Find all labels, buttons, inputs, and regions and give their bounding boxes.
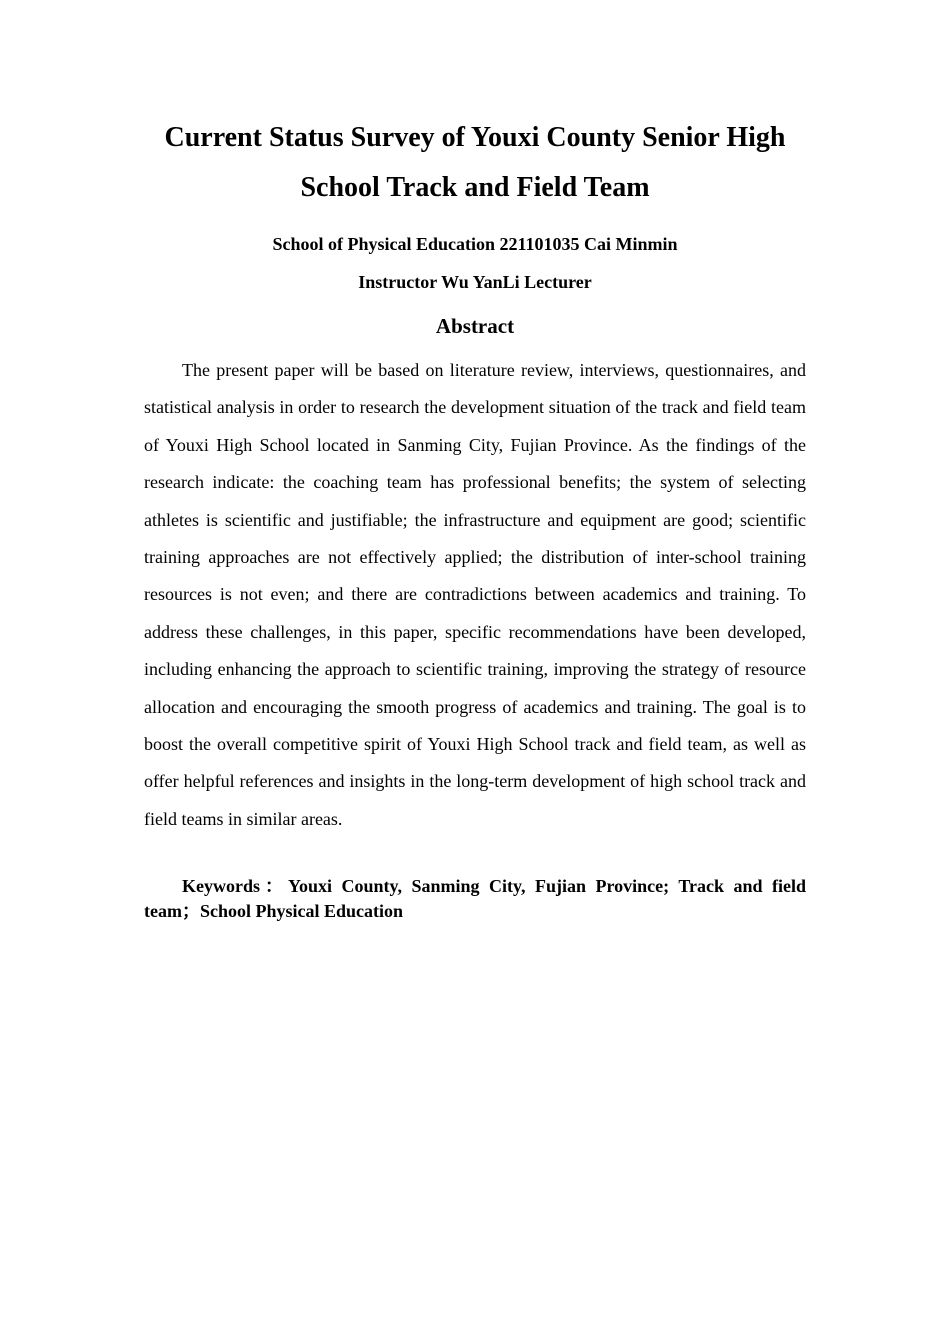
abstract-heading: Abstract xyxy=(435,314,515,338)
keywords-line: Keywords：Youxi County, Sanming City, Fujian Province; Track and field team；School Physical Education xyxy=(144,876,806,921)
paper-title-line-2: School Track and Field Team xyxy=(300,172,650,203)
author-affiliation: School of Physical Education 221101035 Cai Minmin xyxy=(272,234,678,254)
paper-title-line-1: Current Status Survey of Youxi County Senior High xyxy=(164,122,786,153)
instructor-line: Instructor Wu YanLi Lecturer xyxy=(358,272,592,292)
abstract-body: The present paper will be based on literature review, interviews, questionnaires, and statistical analysis in order to research the development situation of the track and field team of Youxi High School located in Sanming City, Fujian Province. As the findings of the research indicate: the coaching team has professional benefits; the system of selecting athletes is scientific and justifiable; the infrastructure and equipment are good; scientific training approaches are not effectively applied; the distribution of inter-school training resources is not even; and there are contradictions between academics and training. To address these challenges, in this paper, specific recommendations have been developed, including enhancing the approach to scientific training, improving the strategy of resource allocation and encouraging the smooth progress of academics and training. The goal is to boost the overall competitive spirit of Youxi High School track and field team, as well as offer helpful references and insights in the long-term development of high school track and field teams in similar areas. xyxy=(144,360,806,829)
